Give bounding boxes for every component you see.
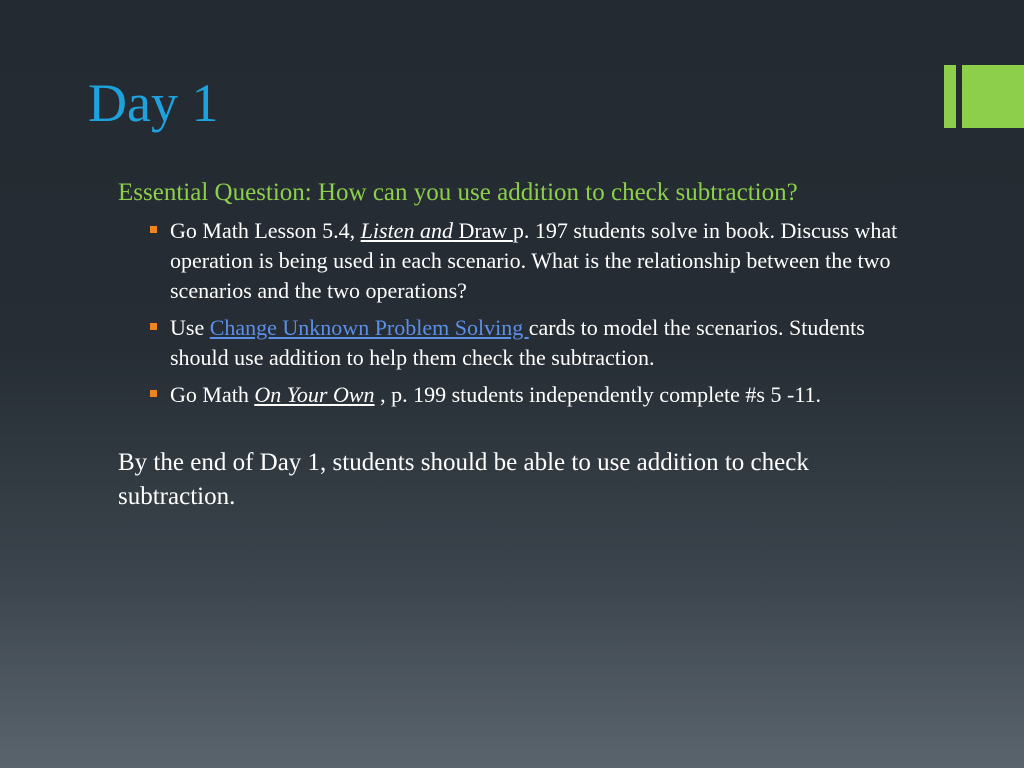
bullet-suffix: p. 197 students solve in book. Discuss what operation is being used in each scenario. What is the relationship between the two scenarios and the two operations? — [170, 218, 898, 303]
accent-bar-wide — [962, 65, 1024, 128]
bullet-square-icon — [150, 390, 157, 397]
slide-title: Day 1 — [88, 73, 219, 133]
bullet-item-practice — [170, 380, 910, 410]
bullet-item-cards — [170, 313, 910, 373]
bullet-prefix: Go Math — [170, 382, 255, 407]
accent-bar-thin — [944, 65, 956, 128]
bullet-suffix: cards to model the scenarios. Students should use addition to help them check the subtraction. — [170, 315, 865, 370]
bullet-prefix: Use — [170, 315, 210, 340]
change-unknown-link[interactable]: Change Unknown Problem Solving — [209, 315, 529, 340]
activity-title-plain: Draw — [452, 218, 513, 243]
bullet-square-icon — [150, 323, 157, 330]
activity-title — [361, 218, 513, 243]
bullet-item-lesson — [170, 216, 910, 306]
essential-question: Essential Question: How can you use addition to check subtraction? — [118, 179, 798, 206]
slide-body — [118, 176, 918, 514]
conclusion-text: By the end of Day 1, students should be able to use addition to check subtraction. — [118, 449, 809, 510]
activity-title: On Your Own — [254, 382, 375, 407]
bullet-list — [118, 216, 918, 410]
activity-title-italic: Listen and — [360, 218, 453, 243]
bullet-square-icon — [150, 226, 157, 233]
bullet-prefix: Go Math Lesson 5.4, — [170, 218, 361, 243]
bullet-suffix: , p. 199 students independently complete #s 5 -11. — [374, 382, 822, 407]
